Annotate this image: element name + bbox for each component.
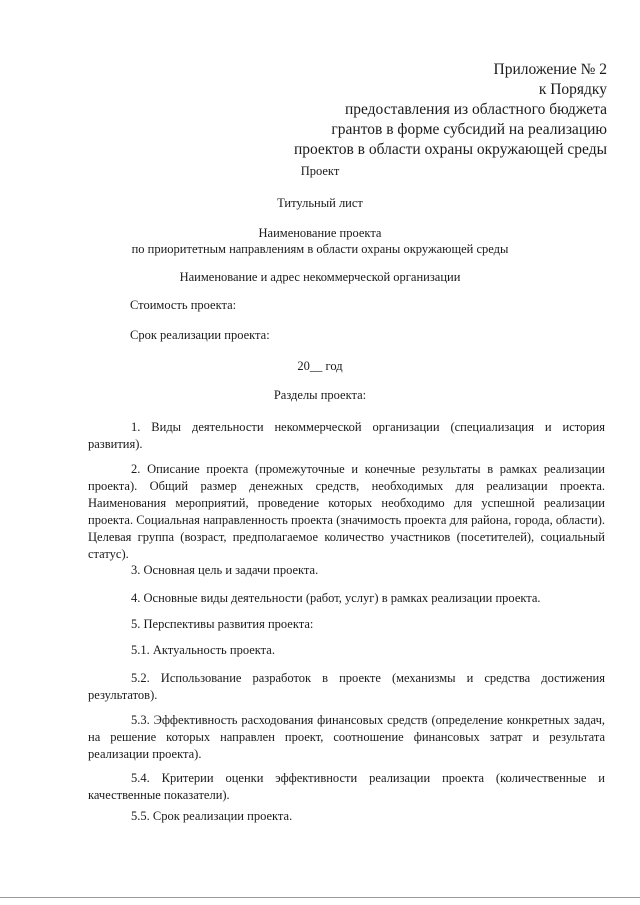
appendix-order-line: грантов в форме субсидий на реализацию <box>331 121 607 138</box>
section-item: 5.4. Критерии оценки эффективности реализации проекта (количественные и качественные показатели). <box>88 771 605 802</box>
section-item: 5.2. Использование разработок в проекте (механизмы и средства достижения результатов). <box>88 671 605 702</box>
term-label: Срок реализации проекта: <box>130 328 270 342</box>
project-name-heading: Наименование проекта <box>258 226 382 240</box>
section-item: 1. Виды деятельности некоммерческой организации (специализация и история развития). <box>88 420 605 451</box>
section-item: 5. Перспективы развития проекта: <box>131 617 314 631</box>
page-bottom-rule <box>0 897 640 898</box>
section-item: 4. Основные виды деятельности (работ, услуг) в рамках реализации проекта. <box>131 591 541 605</box>
appendix-number: Приложение № 2 <box>493 61 607 78</box>
doc-label: Проект <box>300 164 340 178</box>
section-item: 3. Основная цель и задачи проекта. <box>131 563 319 577</box>
cost-label: Стоимость проекта: <box>130 298 237 312</box>
appendix-to-order: к Порядку <box>538 81 607 98</box>
sections-title: Разделы проекта: <box>273 388 367 402</box>
section-item: 5.3. Эффективность расходования финансовых средств (определение конкретных задач, на решение которых направлен проект, соотношение финансовых затрат и результата реализации проекта). <box>88 713 605 761</box>
appendix-order-line: проектов в области охраны окружающей среды <box>293 141 607 158</box>
project-name-subheading: по приоритетным направлениям в области охраны окружающей среды <box>131 242 509 256</box>
appendix-header <box>294 60 607 160</box>
section-item: 5.1. Актуальность проекта. <box>131 643 275 657</box>
appendix-order-line: предоставления из областного бюджета <box>344 101 607 118</box>
year-line: 20__ год <box>297 359 343 373</box>
title-page-heading: Титульный лист <box>277 196 363 210</box>
section-item: 5.5. Срок реализации проекта. <box>131 809 293 823</box>
section-item: 2. Описание проекта (промежуточные и конечные результаты в рамках реализации проекта). Общий размер денежных средств, необходимых для реализации проекта. Наименования мероприятий, проведение которых необходимо для успешной реализации проекта. Социальная направленность проекта (значимость проекта для района, города, области). Целевая группа (возраст, предполагаемое количество участников (посетителей), социальный статус). <box>88 462 605 561</box>
org-name-heading: Наименование и адрес некоммерческой организации <box>179 270 461 284</box>
